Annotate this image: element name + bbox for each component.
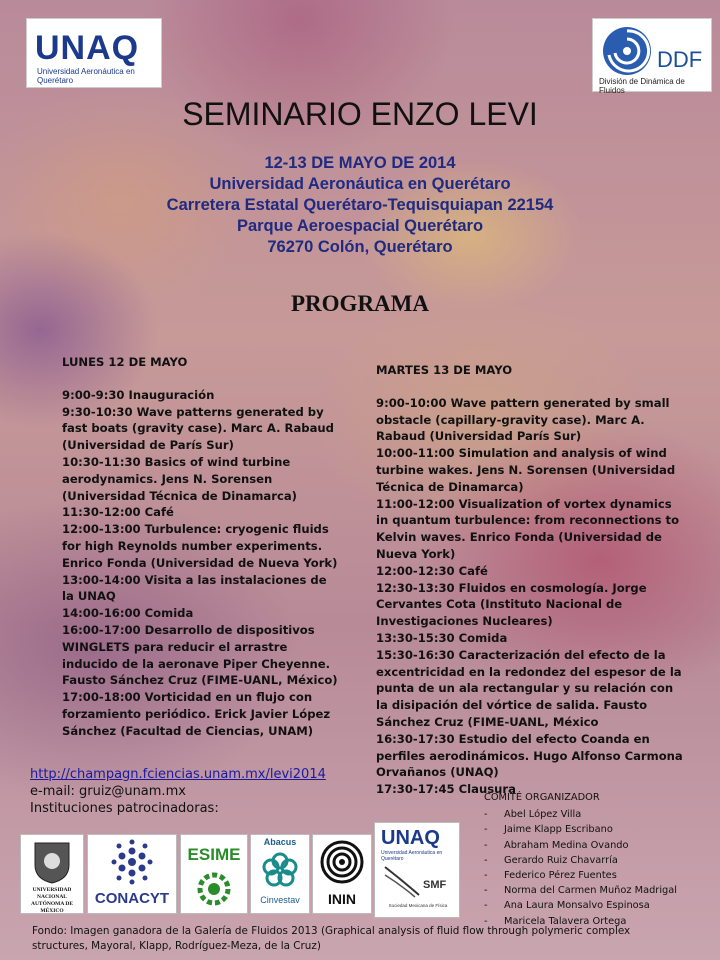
inin-logo-text: ININ	[328, 891, 356, 907]
smf-swoosh-icon	[383, 863, 421, 899]
organizing-committee	[484, 790, 677, 929]
email-text: e-mail: gruiz@unam.mx	[30, 784, 186, 799]
schedule-item: 9:30-10:30 Wave patterns generated by fast boats (gravity case). Marc A. Rabaud (Universidad de París Sur)	[62, 404, 334, 453]
unaq-small-word: UNAQ	[381, 827, 440, 849]
schedule-item: 10:30-11:30 Basics of wind turbine aerodynamics. Jens N. Sorensen (Universidad Técnica de Dinamarca)	[62, 454, 297, 503]
event-park: Parque Aeroespacial Querétaro	[236, 217, 484, 235]
unam-logo-text: UNIVERSIDAD NACIONAL AUTÓNOMA DE MÉXICO	[30, 887, 73, 914]
schedule-item: 12:30-13:30 Fluidos en cosmología. Jorge Cervantes Cota (Instituto Nacional de Investigaciones Nucleares)	[376, 580, 647, 629]
schedule-item: 11:00-12:00 Visualization of vortex dynamics in quantum turbulence: from reconnections to Kelvin waves. Enrico Fonda (Universidad de Nueva York)	[376, 496, 680, 561]
schedule-item: 9:00-9:30 Inauguración	[62, 387, 215, 402]
schedule-item: 16:30-17:30 Estudio del efecto Coanda en perfiles aerodinámicos. Hugo Alfonso Carmona Orvañanos (UNAQ)	[376, 731, 683, 780]
committee-member: - Abraham Medina Ovando	[484, 838, 677, 853]
schedule-item: 10:00-11:00 Simulation and analysis of wind turbine wakes. Jens N. Sorensen (Universidad Técnica de Dinamarca)	[376, 446, 676, 494]
schedule-item: 17:00-18:00 Vorticidad en un flujo con forzamiento periódico. Erick Javier López Sánchez (Facultad de Ciencias, UNAM)	[62, 690, 331, 738]
cinvestav-text: Cinvestav	[260, 895, 300, 905]
committee-member: - Maricela Talavera Ortega	[484, 914, 677, 929]
committee-heading: COMITÉ ORGANIZADOR	[484, 792, 600, 803]
schedule-item: 11:30-12:00 Café	[62, 505, 174, 520]
unaq-small-subtitle: Universidad Aeronáutica en Querétaro	[381, 850, 443, 862]
event-city: 76270 Colón, Querétaro	[267, 238, 453, 256]
ddf-logo-subtitle: División de Dinámica de Fluidos	[599, 77, 685, 95]
event-dates: 12-13 DE MAYO DE 2014	[264, 154, 456, 172]
committee-member: - Jaime Klapp Escribano	[484, 822, 677, 837]
unaq-smf-logo	[374, 822, 460, 918]
unaq-logo-word: UNAQ	[35, 29, 140, 67]
unaq-logo-subtitle: Universidad Aeronáutica en Querétaro	[37, 67, 135, 85]
unam-shield-icon	[29, 839, 75, 885]
schedule-item: 12:00-13:00 Turbulence: cryogenic fluids for high Reynolds number experiments. Enrico Fonda (Universidad de Nueva York)	[62, 522, 338, 570]
schedule-item: 17:30-17:45 Clausura	[376, 782, 516, 797]
monday-day-heading: LUNES 12 DE MAYO	[62, 355, 188, 369]
ddf-logo-word: DDF	[657, 47, 703, 72]
swirl-icon	[601, 25, 653, 77]
atom-rings-icon	[319, 839, 365, 885]
schedule-item: 13:30-15:30 Comida	[376, 630, 508, 645]
conacyt-dots-icon	[110, 839, 154, 885]
event-university: Universidad Aeronáutica en Querétaro	[209, 175, 511, 193]
tuesday-schedule	[376, 362, 686, 798]
committee-member: - Ana Laura Monsalvo Espinosa	[484, 898, 677, 913]
schedule-item: 15:30-16:30 Caracterización del efecto de la excentricidad en la redondez del espesor de la punta de un ala rectangular y su relación con la disipación del vórtice de salida. Fausto Sánchez Cruz (FIME-UANL, México	[376, 647, 682, 729]
page-title: SEMINARIO ENZO LEVI	[182, 96, 538, 132]
ddf-logo	[592, 18, 712, 95]
schedule-item: 14:00-16:00 Comida	[62, 606, 194, 621]
esime-logo	[180, 834, 248, 914]
event-info	[0, 153, 720, 258]
committee-member: - Federico Pérez Fuentes	[484, 868, 677, 883]
gear-icon	[194, 869, 234, 909]
schedule-item: 16:00-17:00 Desarrollo de dispositivos WINGLETS para reducir el arrastre inducido de la aeronave Piper Cheyenne. Fausto Sánchez Cruz (FIME-UANL, México)	[62, 622, 338, 688]
sponsors-label: Instituciones patrocinadoras:	[30, 801, 219, 816]
conacyt-logo	[87, 834, 177, 914]
abacus-text: Abacus	[263, 837, 297, 847]
committee-member: - Norma del Carmen Muñoz Madrigal	[484, 883, 677, 898]
smf-logo-text: SMF	[423, 879, 447, 891]
tuesday-day-heading: MARTES 13 DE MAYO	[376, 363, 513, 377]
event-road: Carretera Estatal Querétaro-Tequisquiapan 22154	[166, 196, 554, 214]
cinvestav-logo	[250, 834, 310, 914]
unam-logo	[20, 834, 84, 914]
schedule-item: 9:00-10:00 Wave pattern generated by small obstacle (capillary-gravity case). Marc A. Rabaud (Universidad París Sur)	[376, 395, 670, 444]
smf-logo-subtitle: Sociedad Mexicana de Física	[388, 903, 448, 908]
esime-logo-text: ESIME	[187, 845, 241, 864]
footer-note: Fondo: Imagen ganadora de la Galería de Fluidos 2013 (Graphical analysis of fluid flow through polymeric complex structures, Mayoral, Klapp, Rodríguez-Meza, de la Cruz)	[32, 925, 631, 952]
unaq-logo	[26, 18, 162, 88]
website-link[interactable]: http://champagn.fciencias.unam.mx/levi2014	[30, 767, 326, 782]
schedule-item: 12:00-12:30 Café	[376, 563, 488, 578]
flower-icon	[260, 851, 300, 891]
contact-block	[30, 766, 326, 817]
committee-member: - Abel López Villa	[484, 807, 677, 822]
schedule-item: 13:00-14:00 Visita a las instalaciones de la UNAQ	[62, 572, 327, 604]
committee-member: - Gerardo Ruiz Chavarría	[484, 853, 677, 868]
conacyt-logo-text: CONACYT	[94, 890, 170, 907]
program-heading: PROGRAMA	[291, 291, 429, 316]
monday-schedule	[62, 354, 340, 740]
inin-logo	[312, 834, 372, 914]
